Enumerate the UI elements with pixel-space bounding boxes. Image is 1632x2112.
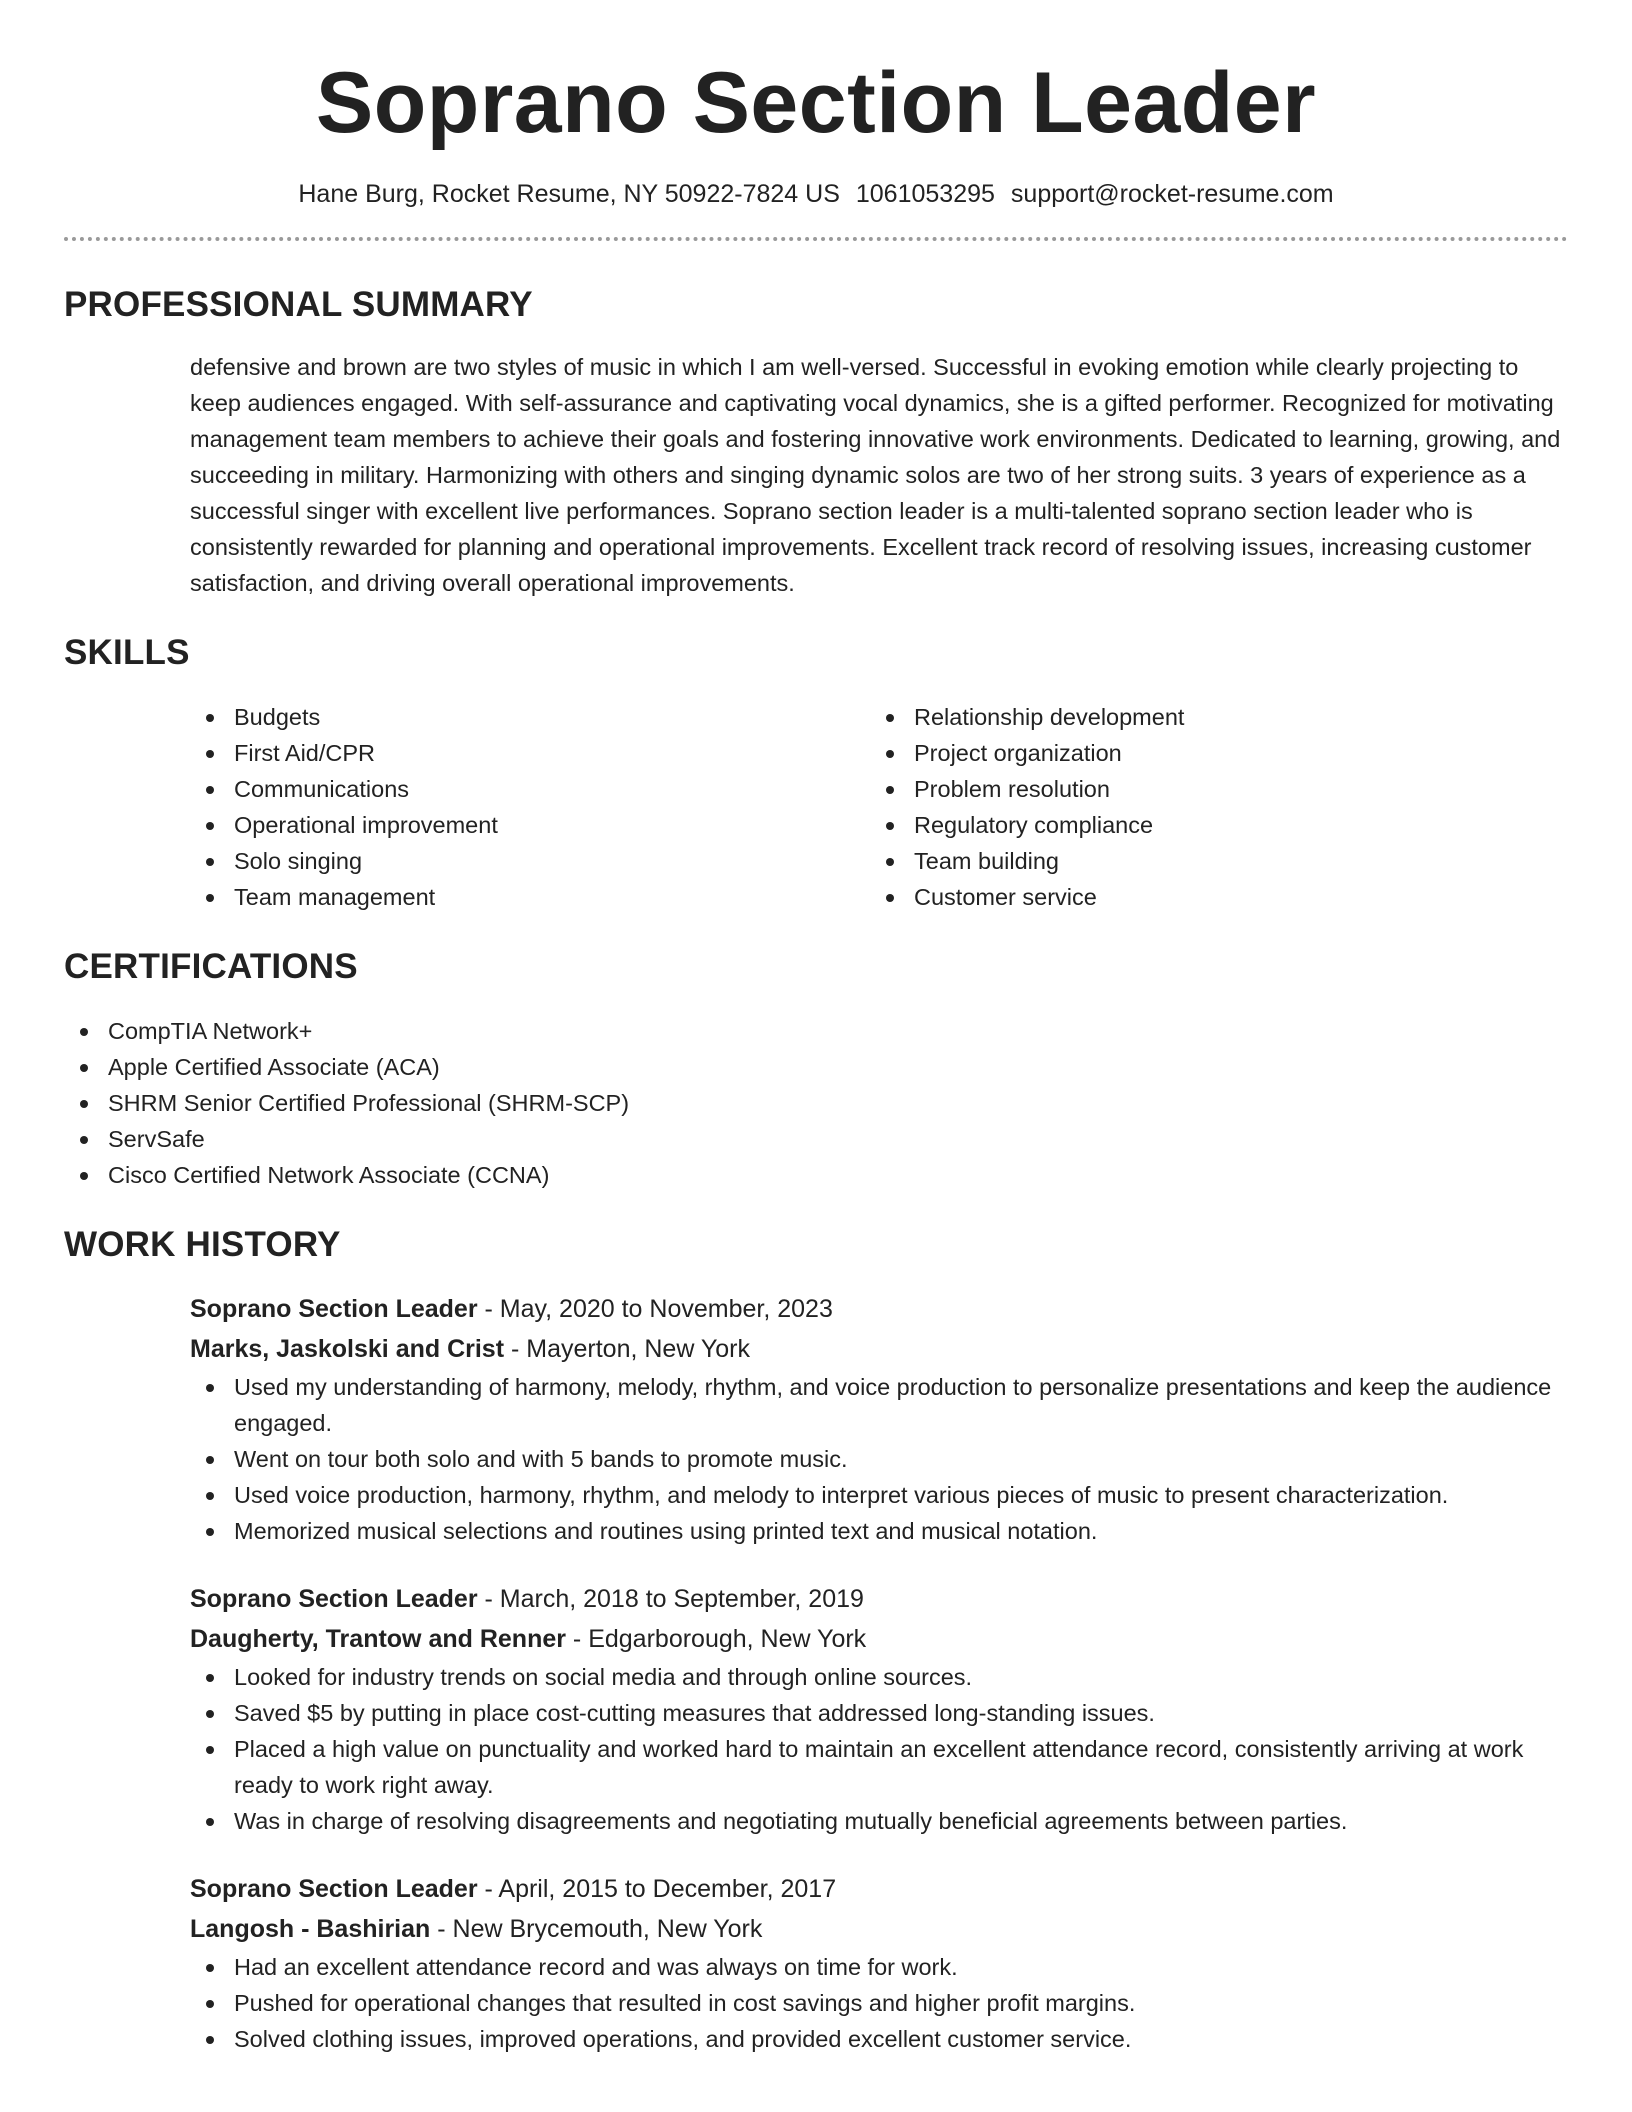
job-duties	[190, 1369, 1568, 1549]
bullet-icon	[206, 1964, 214, 1972]
skill-item: Operational improvement	[190, 807, 870, 843]
bullet-icon	[886, 786, 894, 794]
skill-item: Project organization	[870, 735, 1550, 771]
job-dates: - May, 2020 to November, 2023	[477, 1295, 833, 1323]
certification-item: Apple Certified Associate (ACA)	[64, 1049, 1568, 1085]
job-location: - Mayerton, New York	[504, 1335, 750, 1363]
bullet-icon	[206, 2000, 214, 2008]
bullet-icon	[206, 1710, 214, 1718]
job-location: - Edgarborough, New York	[565, 1625, 867, 1653]
summary-text: defensive and brown are two styles of music in which I am well-versed. Successful in evoking emotion while clearly projecting to keep audiences engaged. With self-assurance and captivating vocal dynamics, she is a gifted performer. Recognized for motivating management team members to achieve their goals and fostering innovative work environments. Dedicated to learning, growing, and succeeding in military. Harmonizing with others and singing dynamic solos are two of her strong suits. 3 years of experience as a successful singer with excellent live performances. Soprano section leader is a multi-talented soprano section leader who is consistently rewarded for planning and operational improvements. Excellent track record of resolving issues, increasing customer satisfaction, and driving overall operational improvements.	[190, 354, 1561, 596]
certification-item: CompTIA Network+	[64, 1013, 1568, 1049]
bullet-icon	[886, 858, 894, 866]
summary-heading: PROFESSIONAL SUMMARY	[64, 285, 533, 324]
job-title-line	[190, 1289, 1568, 1329]
header-divider	[64, 237, 1568, 241]
skill-item: Customer service	[870, 879, 1550, 915]
bullet-icon	[206, 786, 214, 794]
bullet-icon	[886, 822, 894, 830]
skills-heading: SKILLS	[64, 633, 190, 672]
job-company: Langosh - Bashirian	[190, 1915, 431, 1943]
certifications-heading: CERTIFICATIONS	[64, 947, 358, 986]
duty-item: Looked for industry trends on social media and through online sources.	[190, 1659, 1568, 1695]
skills-column-left	[190, 699, 870, 915]
duty-item: Memorized musical selections and routines using printed text and musical notation.	[190, 1513, 1568, 1549]
skill-item: Team management	[190, 879, 870, 915]
duty-item: Was in charge of resolving disagreements and negotiating mutually beneficial agreements between parties.	[190, 1803, 1568, 1839]
bullet-icon	[206, 1456, 214, 1464]
job-company-line	[190, 1619, 1568, 1659]
job-entry	[190, 1869, 1568, 2057]
bullet-icon	[80, 1028, 88, 1036]
contact-email[interactable]: support@rocket-resume.com	[1010, 180, 1334, 208]
resume-name: Soprano Section Leader	[315, 55, 1317, 151]
skill-item: Problem resolution	[870, 771, 1550, 807]
job-duties	[190, 1949, 1568, 2057]
job-entry	[190, 1289, 1568, 1549]
bullet-icon	[206, 2036, 214, 2044]
duty-item: Used voice production, harmony, rhythm, and melody to interpret various pieces of music to present characterization.	[190, 1477, 1568, 1513]
skill-item: First Aid/CPR	[190, 735, 870, 771]
job-role: Soprano Section Leader	[190, 1585, 478, 1613]
job-company-line	[190, 1909, 1568, 1949]
contact-phone: 1061053295	[855, 180, 995, 208]
certifications-list	[64, 1013, 1568, 1193]
job-dates: - April, 2015 to December, 2017	[477, 1875, 837, 1903]
job-company-line	[190, 1329, 1568, 1369]
bullet-icon	[206, 1492, 214, 1500]
job-company: Daugherty, Trantow and Renner	[190, 1625, 566, 1653]
bullet-icon	[206, 1818, 214, 1826]
bullet-icon	[206, 1384, 214, 1392]
duty-item: Saved $5 by putting in place cost-cutting measures that addressed long-standing issues.	[190, 1695, 1568, 1731]
job-title-line	[190, 1869, 1568, 1909]
skill-item: Communications	[190, 771, 870, 807]
job-role: Soprano Section Leader	[190, 1875, 478, 1903]
skills-column-right	[870, 699, 1550, 915]
skill-item: Relationship development	[870, 699, 1550, 735]
duty-item: Used my understanding of harmony, melody, rhythm, and voice production to personalize presentations and keep the audience engaged.	[190, 1369, 1568, 1441]
bullet-icon	[886, 750, 894, 758]
job-dates: - March, 2018 to September, 2019	[477, 1585, 864, 1613]
certification-item: SHRM Senior Certified Professional (SHRM-SCP)	[64, 1085, 1568, 1121]
bullet-icon	[206, 822, 214, 830]
skill-item: Regulatory compliance	[870, 807, 1550, 843]
contact-address: Hane Burg, Rocket Resume, NY 50922-7824 US	[298, 180, 840, 208]
job-duties	[190, 1659, 1568, 1839]
duty-item: Placed a high value on punctuality and worked hard to maintain an excellent attendance record, consistently arriving at work ready to work right away.	[190, 1731, 1568, 1803]
bullet-icon	[206, 1746, 214, 1754]
bullet-icon	[206, 750, 214, 758]
resume-page	[64, 0, 1568, 2057]
job-company: Marks, Jaskolski and Crist	[190, 1335, 505, 1363]
job-role: Soprano Section Leader	[190, 1295, 478, 1323]
bullet-icon	[206, 1528, 214, 1536]
bullet-icon	[886, 714, 894, 722]
skill-item: Budgets	[190, 699, 870, 735]
bullet-icon	[80, 1172, 88, 1180]
job-location: - New Brycemouth, New York	[430, 1915, 763, 1943]
certification-item: Cisco Certified Network Associate (CCNA)	[64, 1157, 1568, 1193]
bullet-icon	[206, 714, 214, 722]
duty-item: Pushed for operational changes that resulted in cost savings and higher profit margins.	[190, 1985, 1568, 2021]
bullet-icon	[206, 894, 214, 902]
bullet-icon	[886, 894, 894, 902]
bullet-icon	[80, 1064, 88, 1072]
duty-item: Had an excellent attendance record and was always on time for work.	[190, 1949, 1568, 1985]
duty-item: Went on tour both solo and with 5 bands to promote music.	[190, 1441, 1568, 1477]
job-title-line	[190, 1579, 1568, 1619]
job-entry	[190, 1579, 1568, 1839]
skill-item: Solo singing	[190, 843, 870, 879]
certification-item: ServSafe	[64, 1121, 1568, 1157]
bullet-icon	[206, 1674, 214, 1682]
bullet-icon	[80, 1136, 88, 1144]
bullet-icon	[206, 858, 214, 866]
duty-item: Solved clothing issues, improved operations, and provided excellent customer service.	[190, 2021, 1568, 2057]
skill-item: Team building	[870, 843, 1550, 879]
bullet-icon	[80, 1100, 88, 1108]
skills-list	[190, 699, 1568, 915]
work-history-heading: WORK HISTORY	[64, 1225, 341, 1264]
contact-line	[64, 180, 1568, 209]
